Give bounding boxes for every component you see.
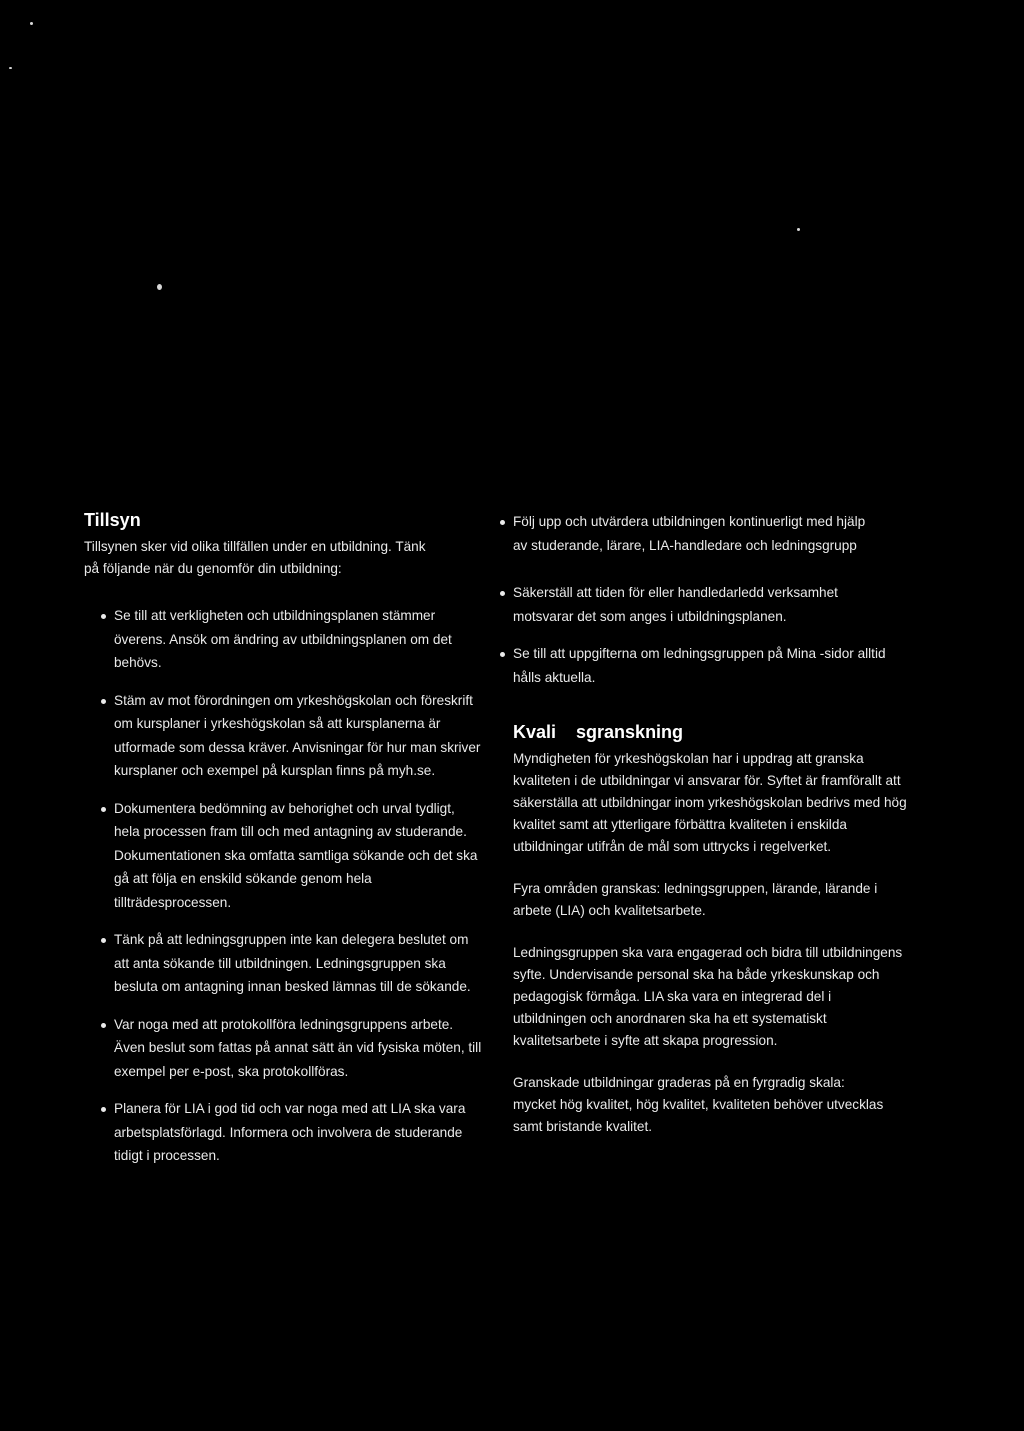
bullet-icon <box>101 938 106 943</box>
list-item <box>84 1013 484 1084</box>
list-item-text: Säkerställ att tiden för eller handledarledd verksamhet motsvarar det som anges i utbildningsplanen. <box>513 585 838 624</box>
list-item <box>513 642 898 689</box>
intro-paragraph: Tillsynen sker vid olika tillfällen under en utbildning. Tänk på följande när du genomför din utbildning: <box>84 539 426 576</box>
scan-speck <box>9 67 12 69</box>
list-item <box>84 604 484 675</box>
right-column <box>513 510 913 1138</box>
list-item <box>84 689 484 783</box>
list-item-text: Se till att uppgifterna om ledningsgruppen på Mina -sidor alltid hålls aktuella. <box>513 646 886 685</box>
body-paragraph: Myndigheten för yrkeshögskolan har i uppdrag att granska kvaliteten i de utbildningar vi ansvarar för. Syftet är framförallt att säkerställa att utbildningar inom yrkeshögskolan bedrivs med hög kvalitet samt att ytterligare förbättra kvaliteten i enskilda utbildningar utifrån de mål som uttrycks i regelverket. <box>513 751 907 854</box>
bullet-icon <box>500 591 505 596</box>
list-item <box>84 797 484 915</box>
bullet-icon <box>101 807 106 812</box>
list-item <box>513 510 883 557</box>
bullet-icon <box>500 652 505 657</box>
scan-speck <box>30 22 33 25</box>
list-item-text: Följ upp och utvärdera utbildningen kontinuerligt med hjälp av studerande, lärare, LIA-handledare och ledningsgrupp <box>513 514 866 553</box>
followup-bullet-list <box>513 510 913 689</box>
list-item-text: Stäm av mot förordningen om yrkeshögskolan och föreskrift om kursplaner i yrkeshögskolan så att kursplanerna är utformade som dessa kräver. Anvisningar för hur man skriver kursplaner och exempel på kursplan finns på myh.se. <box>114 692 481 778</box>
bullet-icon <box>101 614 106 619</box>
tillsyn-bullet-list <box>84 604 484 1168</box>
list-item-text: Dokumentera bedömning av behorighet och urval tydligt, hela processen fram till och med antagning av studerande. Dokumentationen ska omfatta samtliga sökande och det ska gå att följa en enskild sökande genom hela tillträdesprocessen. <box>114 800 478 910</box>
list-item-text: Tänk på att ledningsgruppen inte kan delegera beslutet om att anta sökande till utbildningen. Ledningsgruppen ska besluta om antagning innan besked lämnas till de sökande. <box>114 932 471 994</box>
list-item-text: Planera för LIA i god tid och var noga med att LIA ska vara arbetsplatsförlagd. Informera och involvera de studerande tidigt i processen. <box>114 1101 466 1163</box>
bullet-icon <box>500 520 505 525</box>
body-paragraph: Granskade utbildningar graderas på en fyrgradig skala: mycket hög kvalitet, hög kvalitet, kvaliteten behöver utvecklas samt bristande kvalitet. <box>513 1075 884 1134</box>
bullet-icon <box>101 699 106 704</box>
section-heading-kvalitetsgranskning: Kvali sgranskning <box>513 722 684 742</box>
body-paragraph: Fyra områden granskas: ledningsgruppen, lärande, lärande i arbete (LIA) och kvalitetsarbete. <box>513 881 878 918</box>
bullet-icon <box>101 1023 106 1028</box>
left-column <box>84 507 484 1168</box>
list-item-text: Var noga med att protokollföra ledningsgruppens arbete. Även beslut som fattas på annat sätt än vid fysiska möten, till exempel per e-post, ska protokollföras. <box>114 1016 482 1079</box>
list-item <box>513 581 898 628</box>
scan-speck <box>157 284 162 290</box>
scan-speck <box>797 228 800 231</box>
body-paragraph: Ledningsgruppen ska vara engagerad och bidra till utbildningens syfte. Undervisande personal ska ha både yrkeskunskap och pedagogisk förmåga. LIA ska vara en integrerad del i utbildningen och anordnaren ska ha ett systematiskt kvalitetsarbete i syfte att skapa progression. <box>513 945 903 1048</box>
section-heading-tillsyn: Tillsyn <box>84 510 141 530</box>
list-item-text: Se till att verkligheten och utbildningsplanen stämmer överens. Ansök om ändring av utbildningsplanen om det behövs. <box>114 608 452 670</box>
bullet-icon <box>101 1107 106 1112</box>
list-item <box>84 1097 484 1168</box>
list-item <box>84 928 484 999</box>
